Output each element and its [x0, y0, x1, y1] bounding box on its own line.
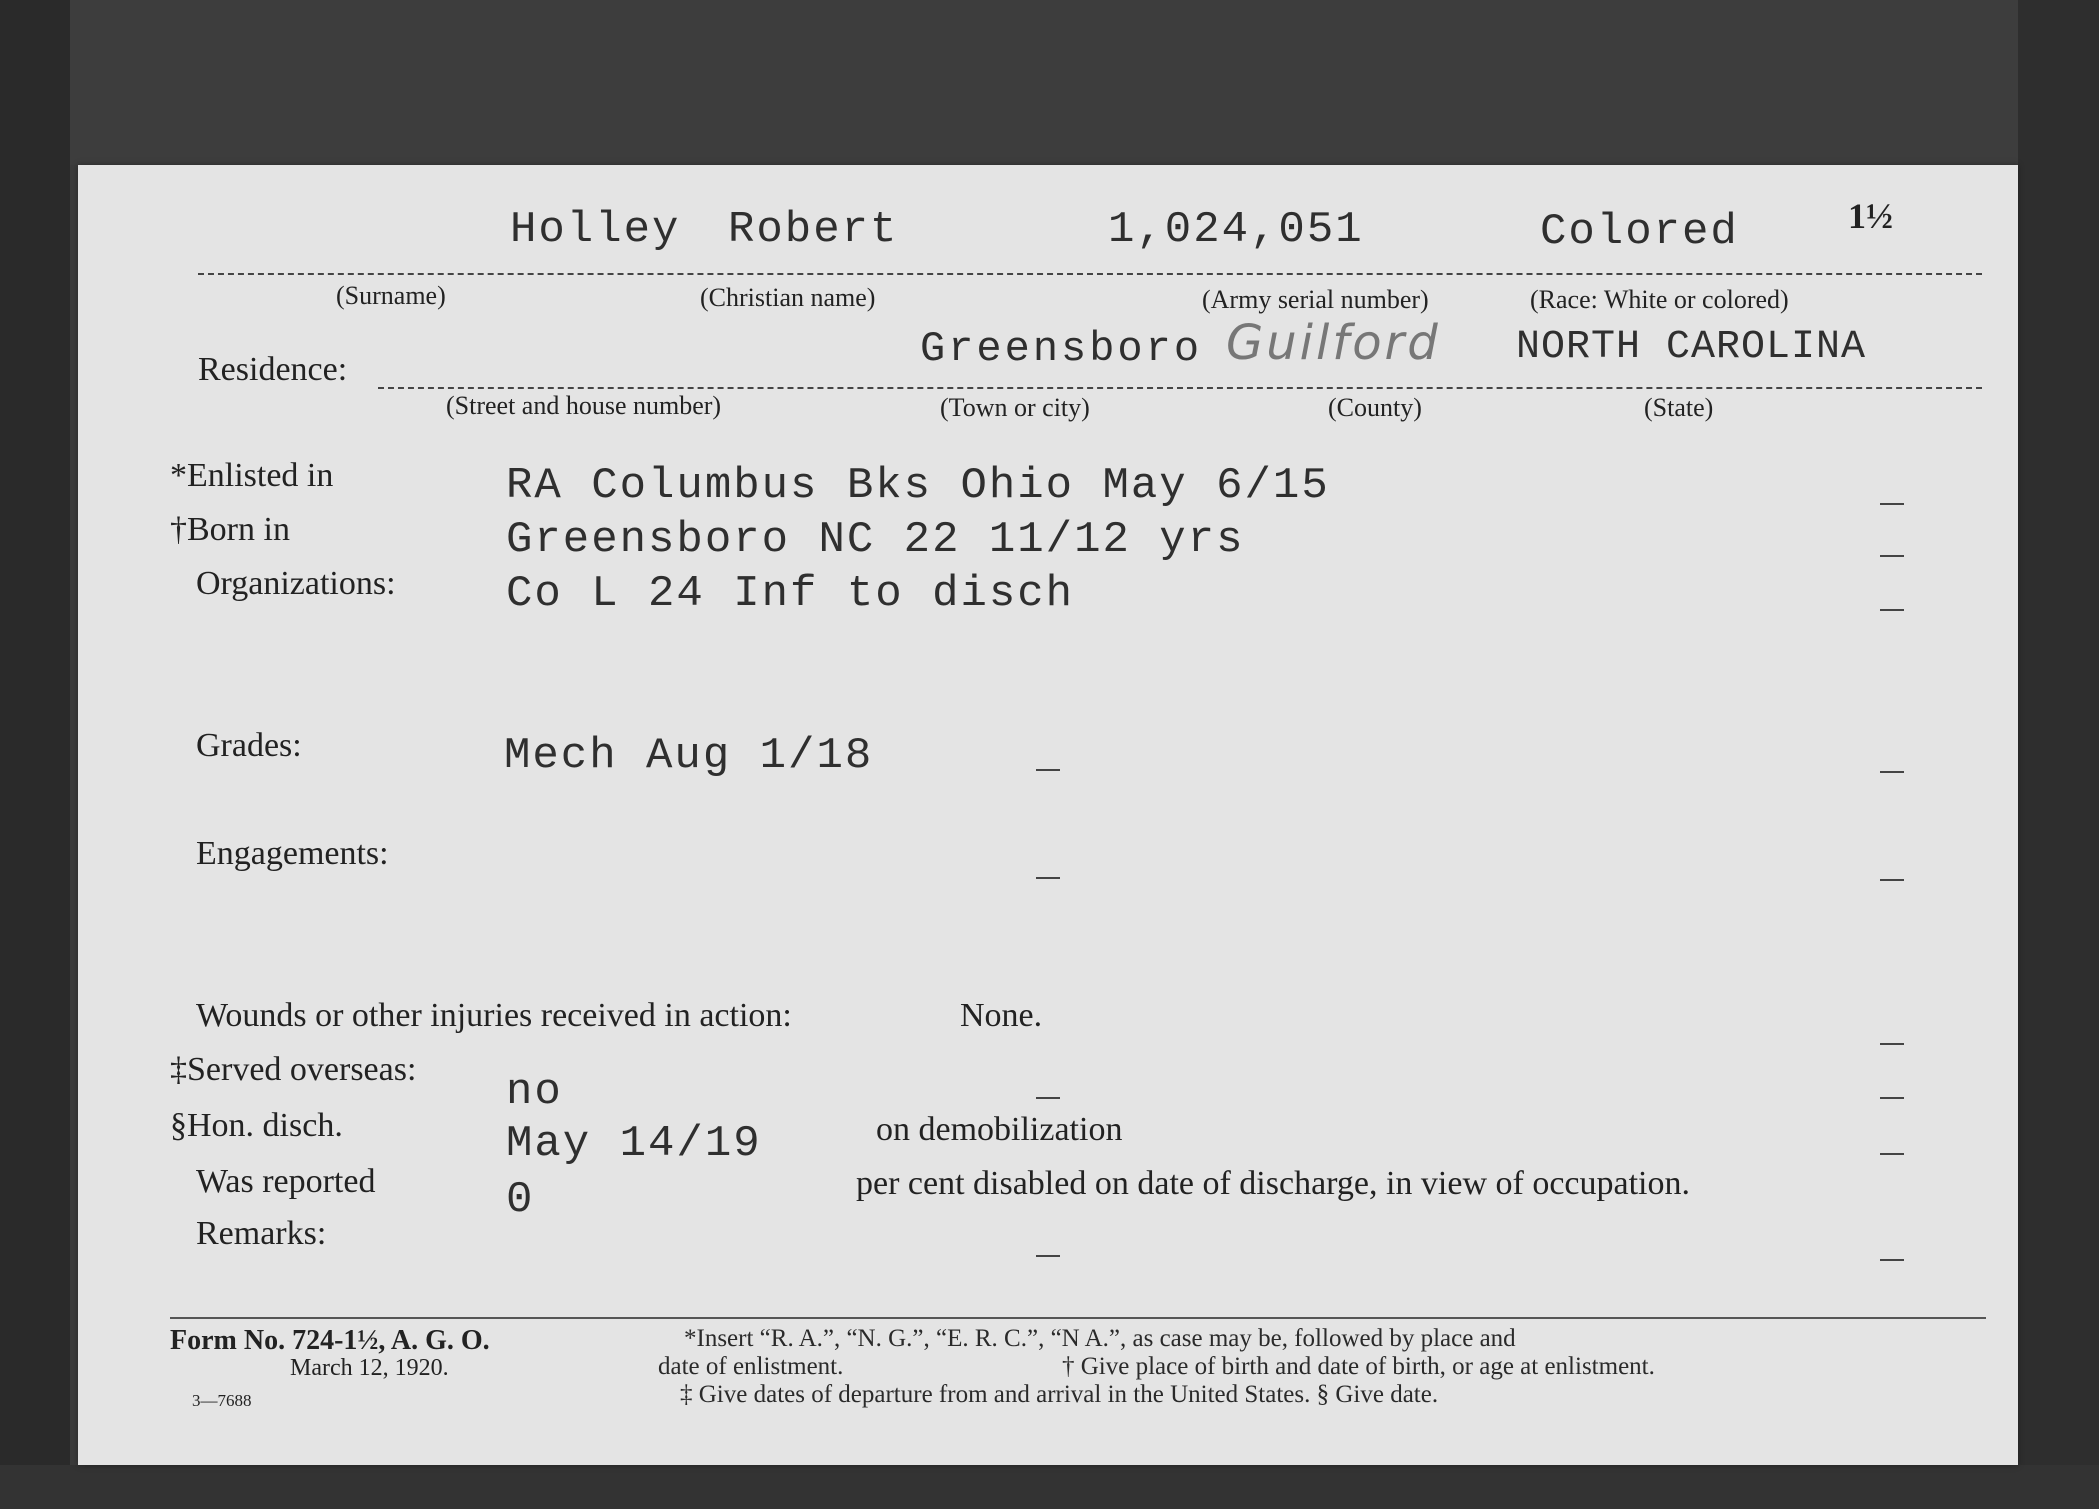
print-code: 3—7688 [192, 1391, 252, 1410]
caption-race: (Race: White or colored) [1530, 285, 1789, 314]
was-reported-label: Was reported [196, 1163, 376, 1200]
scan-background-right [2018, 0, 2099, 1509]
hon-disch-suffix: on demobilization [876, 1111, 1123, 1148]
race-value: Colored [1540, 207, 1739, 257]
grades-value: Mech Aug 1/18 [504, 731, 874, 781]
was-reported-suffix: per cent disabled on date of discharge, in view of occupation. [856, 1165, 1690, 1202]
margin-dash [1880, 1153, 1904, 1155]
organizations-value: Co L 24 Inf to disch [506, 569, 1075, 619]
enlisted-label: *Enlisted in [170, 457, 334, 494]
residence-label: Residence: [198, 351, 348, 388]
was-reported-value: 0 [506, 1175, 535, 1225]
caption-serial: (Army serial number) [1202, 285, 1429, 314]
margin-dash [1880, 1259, 1904, 1261]
remarks-label: Remarks: [196, 1215, 327, 1252]
footer-rule [170, 1317, 1986, 1319]
caption-surname: (Surname) [336, 281, 446, 310]
organizations-label: Organizations: [196, 565, 396, 602]
margin-dash [1036, 1255, 1060, 1257]
margin-dash [1036, 877, 1060, 879]
margin-dash [1880, 555, 1904, 557]
footnote-insert: *Insert “R. A.”, “N. G.”, “E. R. C.”, “N A.”, as case may be, followed by place and [684, 1325, 1516, 1352]
caption-county: (County) [1328, 393, 1422, 422]
margin-dash [1036, 1097, 1060, 1099]
header-dotted-line [198, 273, 1982, 275]
scan-background-top [0, 0, 2099, 165]
hon-disch-value: May 14/19 [506, 1119, 762, 1169]
served-overseas-value: no [506, 1067, 563, 1117]
form-date: March 12, 1920. [290, 1355, 449, 1381]
margin-dash [1880, 1097, 1904, 1099]
footnote-date-of-enlistment: date of enlistment. [658, 1353, 844, 1380]
wounds-label: Wounds or other injuries received in action: [196, 997, 792, 1034]
caption-state: (State) [1644, 393, 1714, 422]
margin-dash [1880, 1043, 1904, 1045]
christian-name-value: Robert [728, 205, 899, 255]
caption-street: (Street and house number) [446, 391, 722, 420]
residence-town-value: Greensboro [920, 325, 1203, 373]
serial-number-value: 1,024,051 [1108, 205, 1364, 255]
margin-dash [1036, 769, 1060, 771]
surname-value: Holley [510, 205, 681, 255]
hon-disch-label: §Hon. disch. [170, 1107, 343, 1144]
margin-dash [1880, 609, 1904, 611]
footnote-overseas-dates: ‡ Give dates of departure from and arrival in the United States. § Give date. [680, 1381, 1439, 1408]
residence-state-value: NORTH CAROLINA [1516, 325, 1867, 370]
engagements-label: Engagements: [196, 835, 389, 872]
grades-label: Grades: [196, 727, 302, 764]
scan-background-left [0, 0, 70, 1509]
service-record-card [78, 165, 2018, 1465]
served-overseas-label: ‡Served overseas: [170, 1051, 417, 1088]
margin-dash [1880, 879, 1904, 881]
born-label: †Born in [170, 511, 290, 548]
caption-town: (Town or city) [940, 393, 1090, 422]
card-number: 1½ [1848, 196, 1893, 236]
margin-dash [1880, 771, 1904, 773]
residence-county-handwritten: Guilford [1226, 315, 1441, 371]
margin-dash [1880, 503, 1904, 505]
born-value: Greensboro NC 22 11/12 yrs [506, 515, 1245, 565]
enlisted-value: RA Columbus Bks Ohio May 6/15 [506, 461, 1330, 511]
caption-christian-name: (Christian name) [700, 283, 876, 312]
scan-background-bottom [0, 1465, 2099, 1509]
footnote-birth: † Give place of birth and date of birth, or age at enlistment. [1062, 1353, 1655, 1380]
wounds-value: None. [960, 997, 1043, 1034]
form-number: Form No. 724-1½, A. G. O. [170, 1325, 490, 1356]
residence-dotted-line [378, 387, 1982, 389]
